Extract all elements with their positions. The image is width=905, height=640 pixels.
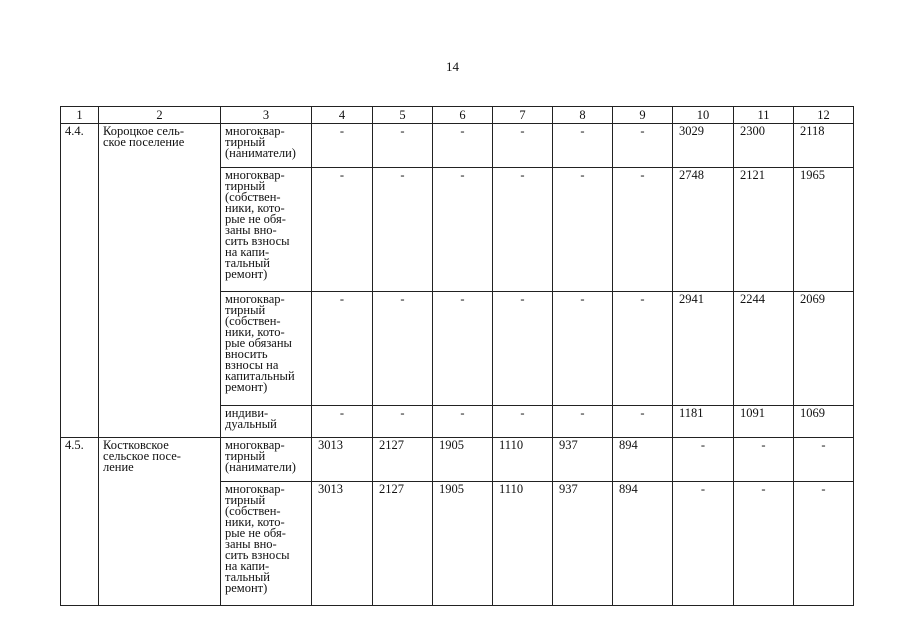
value-cell: - [673, 438, 734, 482]
value-cell: 937 [553, 482, 613, 606]
column-header: 4 [312, 107, 373, 124]
value-cell: - [613, 124, 673, 168]
column-header: 7 [493, 107, 553, 124]
value-cell: - [433, 292, 493, 406]
value-cell: - [613, 168, 673, 292]
column-header: 9 [613, 107, 673, 124]
value-cell: - [493, 168, 553, 292]
value-cell: 2244 [734, 292, 794, 406]
value-cell: - [493, 292, 553, 406]
value-cell: - [312, 292, 373, 406]
value-cell: 894 [613, 438, 673, 482]
item-number: 4.4. [61, 124, 99, 438]
value-cell: 1905 [433, 438, 493, 482]
value-cell: - [373, 292, 433, 406]
value-cell: - [734, 438, 794, 482]
tariff-table [60, 106, 854, 606]
value-cell: - [553, 292, 613, 406]
housing-type: многоквар- тирный (собствен- ники, кото- рые не обя- заны вно- сить взносы на капи- тальный ремонт) [221, 168, 312, 292]
value-cell: 3013 [312, 438, 373, 482]
column-header: 6 [433, 107, 493, 124]
value-cell: 1181 [673, 406, 734, 438]
housing-type: многоквар- тирный (наниматели) [221, 438, 312, 482]
value-cell: - [433, 168, 493, 292]
value-cell: 2941 [673, 292, 734, 406]
value-cell: 2127 [373, 482, 433, 606]
column-header: 1 [61, 107, 99, 124]
value-cell: 1091 [734, 406, 794, 438]
housing-type: многоквар- тирный (наниматели) [221, 124, 312, 168]
header-row [61, 107, 854, 124]
value-cell: - [493, 124, 553, 168]
value-cell: 3013 [312, 482, 373, 606]
column-header: 2 [99, 107, 221, 124]
value-cell: - [734, 482, 794, 606]
value-cell: - [373, 124, 433, 168]
page-number: 14 [446, 59, 459, 74]
housing-type: индиви- дуальный [221, 406, 312, 438]
value-cell: 937 [553, 438, 613, 482]
value-cell: - [312, 168, 373, 292]
settlement-name: Короцкое сель- ское поселение [99, 124, 221, 438]
value-cell: - [613, 406, 673, 438]
value-cell: 894 [613, 482, 673, 606]
settlement-name: Костковское сельское посе- ление [99, 438, 221, 606]
value-cell: 1965 [794, 168, 854, 292]
value-cell: 2127 [373, 438, 433, 482]
value-cell: - [553, 168, 613, 292]
housing-type: многоквар- тирный (собствен- ники, кото- рые обязаны вносить взносы на капитальный ремонт) [221, 292, 312, 406]
column-header: 3 [221, 107, 312, 124]
value-cell: - [312, 124, 373, 168]
value-cell: 2118 [794, 124, 854, 168]
housing-type: многоквар- тирный (собствен- ники, кото- рые не обя- заны вно- сить взносы на капи- тальный ремонт) [221, 482, 312, 606]
column-header: 5 [373, 107, 433, 124]
value-cell: 1905 [433, 482, 493, 606]
column-header: 8 [553, 107, 613, 124]
value-cell: 2748 [673, 168, 734, 292]
value-cell: - [433, 124, 493, 168]
value-cell: 1110 [493, 482, 553, 606]
table-row [61, 124, 854, 168]
value-cell: - [433, 406, 493, 438]
value-cell: 3029 [673, 124, 734, 168]
value-cell: 2069 [794, 292, 854, 406]
value-cell: - [794, 482, 854, 606]
column-header: 12 [794, 107, 854, 124]
value-cell: - [373, 168, 433, 292]
value-cell: 2300 [734, 124, 794, 168]
value-cell: - [373, 406, 433, 438]
value-cell: - [493, 406, 553, 438]
table-row [61, 438, 854, 482]
value-cell: - [794, 438, 854, 482]
value-cell: - [613, 292, 673, 406]
value-cell: 1069 [794, 406, 854, 438]
column-header: 10 [673, 107, 734, 124]
value-cell: - [553, 124, 613, 168]
item-number: 4.5. [61, 438, 99, 606]
value-cell: 1110 [493, 438, 553, 482]
column-header: 11 [734, 107, 794, 124]
value-cell: - [312, 406, 373, 438]
value-cell: - [673, 482, 734, 606]
value-cell: 2121 [734, 168, 794, 292]
value-cell: - [553, 406, 613, 438]
